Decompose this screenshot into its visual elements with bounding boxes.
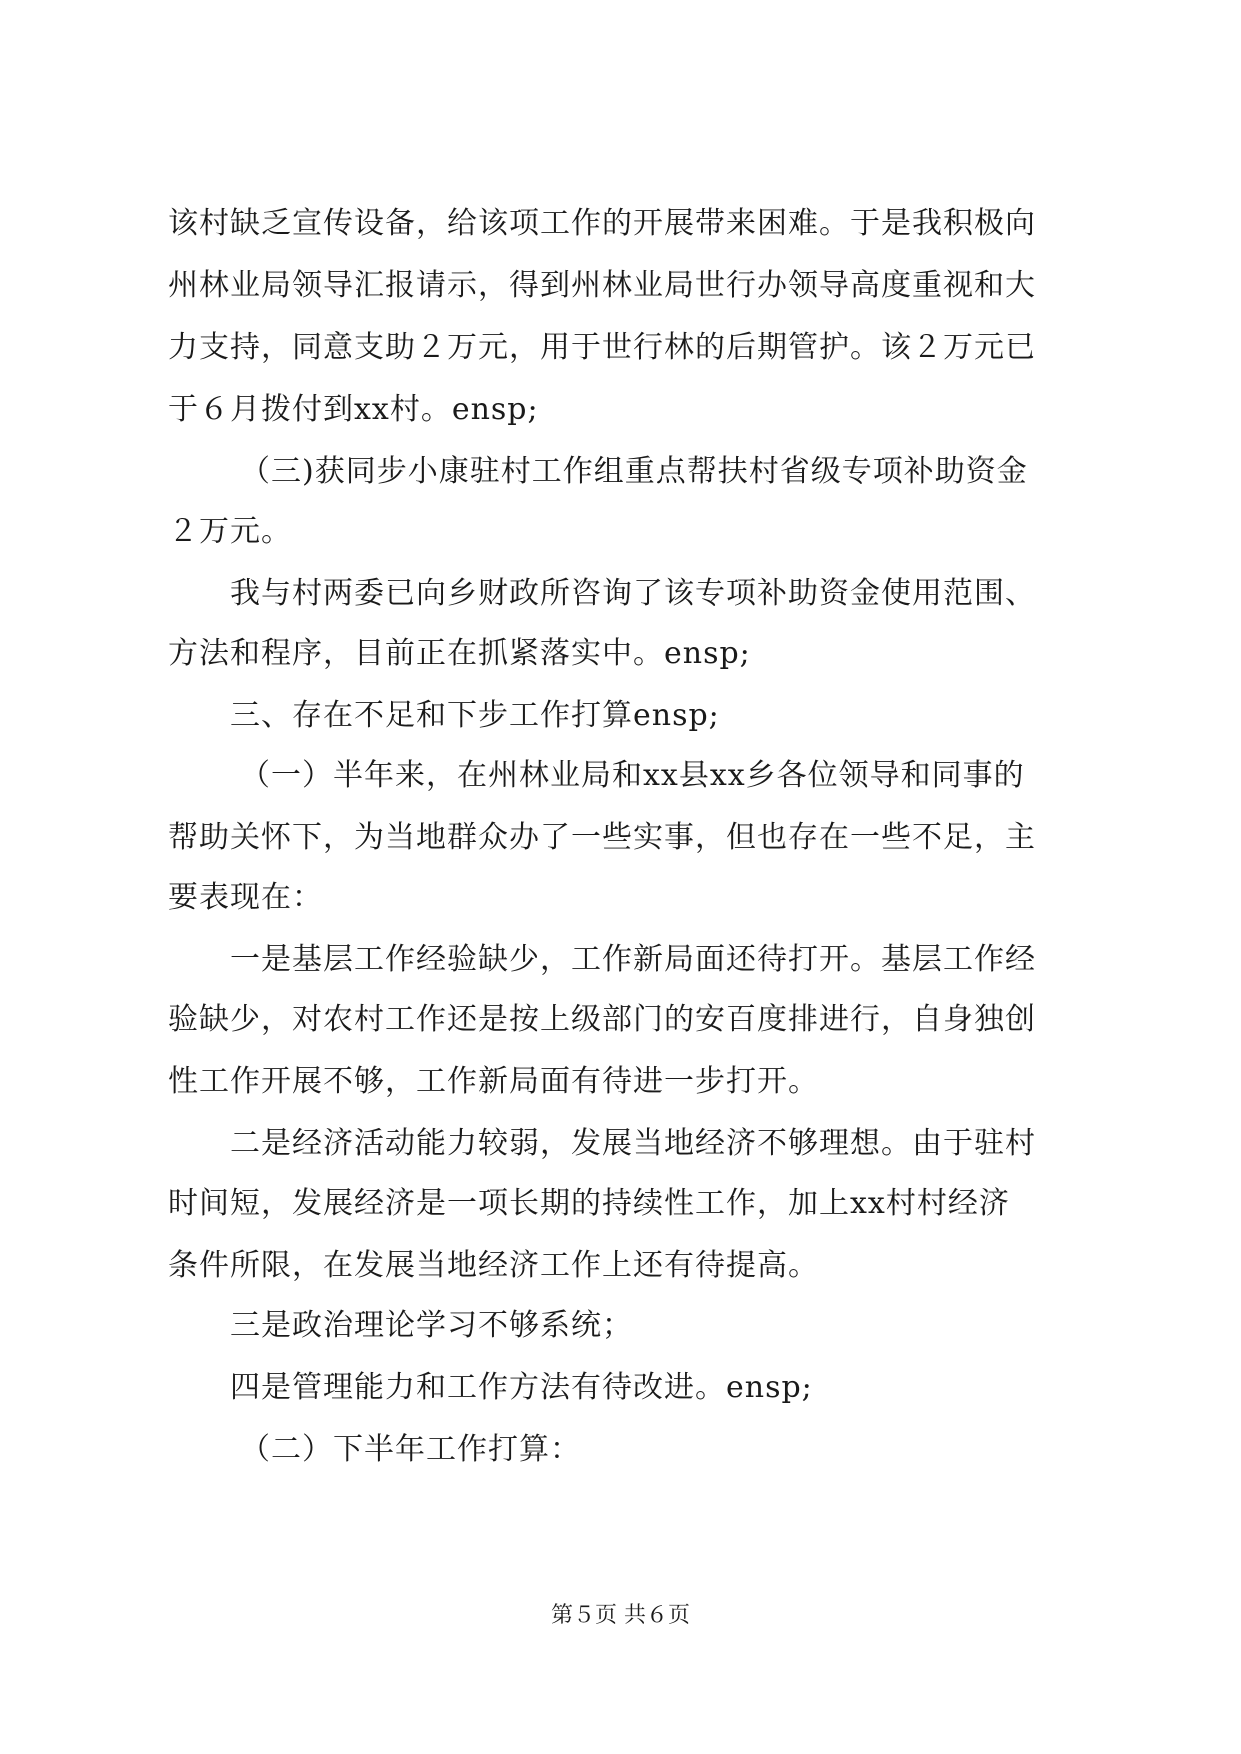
body-text-line: 四是管理能力和工作方法有待改进。ensp; [230,1370,813,1405]
body-text-line: 方法和程序，目前正在抓紧落实中。ensp; [168,636,751,671]
body-text-line: 于６月拨付到xx村。ensp; [168,392,539,427]
section-heading: 三、存在不足和下步工作打算ensp; [230,698,720,733]
body-text-line: 性工作开展不够，工作新局面有待进一步打开。 [168,1064,819,1099]
body-text-line: 该村缺乏宣传设备，给该项工作的开展带来困难。于是我积极向 [168,206,1036,241]
page-footer: 第５页 共６页 [551,1603,690,1628]
body-text-line: 要表现在： [168,880,323,915]
body-text-line: 帮助关怀下，为当地群众办了一些实事，但也存在一些不足，主 [168,820,1036,855]
body-text-line: 州林业局领导汇报请示，得到州林业局世行办领导高度重视和大 [168,268,1036,303]
body-text-line: 一是基层工作经验缺少，工作新局面还待打开。基层工作经 [230,942,1036,977]
body-text-line: 三是政治理论学习不够系统； [230,1308,633,1343]
body-text-line: 条件所限，在发展当地经济工作上还有待提高。 [168,1248,819,1283]
body-text-line: 我与村两委已向乡财政所咨询了该专项补助资金使用范围、 [230,576,1036,611]
body-text-line: ２万元。 [168,514,292,549]
section-heading: （三)获同步小康驻村工作组重点帮扶村省级专项补助资金 [240,454,1028,489]
body-text-line: 时间短，发展经济是一项长期的持续性工作，加上xx村村经济 [168,1186,1010,1221]
section-heading: （一）半年来，在州林业局和xx县xx乡各位领导和同事的 [240,758,1025,793]
body-text-line: 力支持，同意支助２万元，用于世行林的后期管护。该２万元已 [168,330,1036,365]
body-text-line: 二是经济活动能力较弱，发展当地经济不够理想。由于驻村 [230,1126,1036,1161]
section-heading: （二）下半年工作打算： [240,1432,581,1467]
body-text-line: 验缺少，对农村工作还是按上级部门的安百度排进行，自身独创 [168,1002,1036,1037]
